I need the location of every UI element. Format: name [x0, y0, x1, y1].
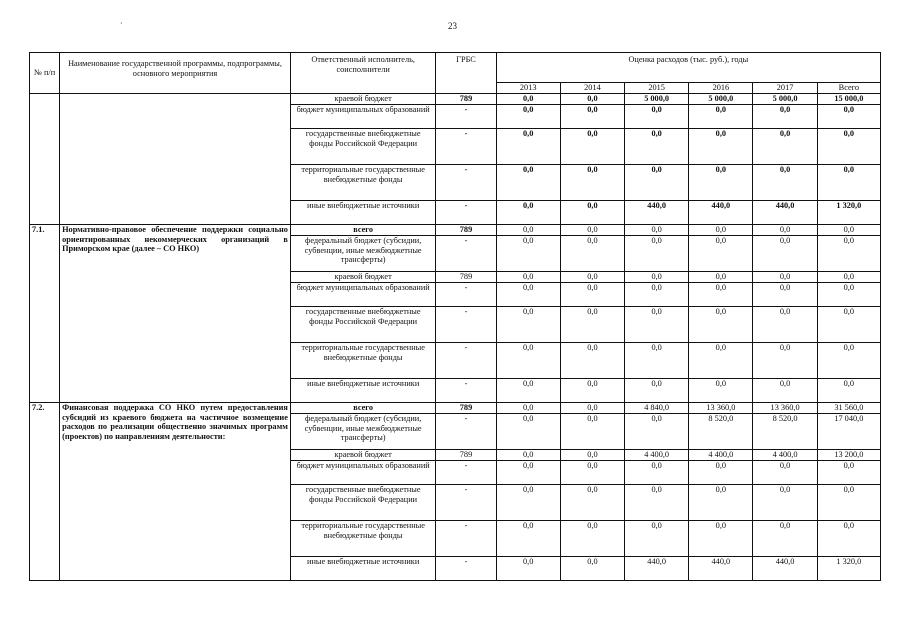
value-total: 0,0	[817, 521, 880, 557]
value-cell: 0,0	[496, 94, 560, 105]
program-name: Нормативно-правовое обеспечение поддержки социально ориентированных некоммерческих организаций в Приморском крае (далее – СО НКО)	[60, 225, 291, 403]
value-cell: 0,0	[496, 129, 560, 165]
value-cell: 0,0	[496, 557, 560, 581]
expenditure-table	[29, 52, 881, 581]
value-cell: 0,0	[560, 343, 624, 379]
header-grbs: ГРБС	[436, 53, 496, 94]
value-cell: 0,0	[560, 450, 624, 461]
grbs-code: 789	[436, 272, 496, 283]
value-cell: 0,0	[560, 379, 624, 403]
grbs-code: -	[436, 379, 496, 403]
grbs-code: -	[436, 343, 496, 379]
value-cell: 5 000,0	[753, 94, 817, 105]
value-cell: 0,0	[625, 129, 689, 165]
grbs-code: -	[436, 485, 496, 521]
value-cell: 0,0	[689, 379, 753, 403]
value-cell: 440,0	[689, 201, 753, 225]
value-cell: 0,0	[753, 307, 817, 343]
header-executor: Ответственный исполнитель, соисполнители	[290, 53, 436, 94]
value-cell: 0,0	[625, 236, 689, 272]
header-year: 2016	[689, 83, 753, 94]
value-cell: 0,0	[753, 485, 817, 521]
value-cell: 0,0	[496, 403, 560, 414]
value-cell: 0,0	[560, 165, 624, 201]
value-cell: 0,0	[560, 94, 624, 105]
grbs-code: 789	[436, 225, 496, 236]
row-number	[30, 94, 60, 225]
value-cell: 440,0	[625, 201, 689, 225]
value-cell: 8 520,0	[753, 414, 817, 450]
value-cell: 0,0	[560, 201, 624, 225]
funding-source: иные внебюджетные источники	[290, 379, 436, 403]
grbs-code: -	[436, 557, 496, 581]
value-cell: 0,0	[753, 379, 817, 403]
grbs-code: 789	[436, 450, 496, 461]
value-cell: 0,0	[753, 165, 817, 201]
value-total: 1 320,0	[817, 201, 880, 225]
value-total: 0,0	[817, 307, 880, 343]
value-cell: 0,0	[560, 414, 624, 450]
grbs-code: -	[436, 129, 496, 165]
value-cell: 0,0	[496, 105, 560, 129]
grbs-code: 789	[436, 403, 496, 414]
value-cell: 0,0	[689, 272, 753, 283]
value-cell: 0,0	[689, 105, 753, 129]
value-cell: 0,0	[753, 236, 817, 272]
grbs-code: -	[436, 307, 496, 343]
value-cell: 0,0	[496, 283, 560, 307]
row-number: 7.1.	[30, 225, 60, 403]
value-cell: 0,0	[625, 165, 689, 201]
funding-source: бюджет муниципальных образований	[290, 105, 436, 129]
value-total: 0,0	[817, 129, 880, 165]
value-total: 0,0	[817, 165, 880, 201]
grbs-code: -	[436, 283, 496, 307]
header-year: 2015	[625, 83, 689, 94]
value-cell: 0,0	[560, 236, 624, 272]
funding-source: краевой бюджет	[290, 272, 436, 283]
grbs-code: -	[436, 201, 496, 225]
grbs-code: -	[436, 521, 496, 557]
funding-source: территориальные государственные внебюджетные фонды	[290, 521, 436, 557]
value-cell: 0,0	[753, 105, 817, 129]
value-total: 0,0	[817, 379, 880, 403]
funding-source: иные внебюджетные источники	[290, 201, 436, 225]
funding-source: государственные внебюджетные фонды Российской Федерации	[290, 307, 436, 343]
funding-source: федеральный бюджет (субсидии, субвенции, иные межбюджетные трансферты)	[290, 236, 436, 272]
grbs-code: -	[436, 461, 496, 485]
value-cell: 440,0	[753, 557, 817, 581]
value-cell: 0,0	[560, 557, 624, 581]
value-cell: 0,0	[560, 461, 624, 485]
value-cell: 0,0	[625, 461, 689, 485]
value-cell: 0,0	[496, 343, 560, 379]
value-cell: 0,0	[496, 165, 560, 201]
value-cell: 0,0	[496, 236, 560, 272]
value-cell: 0,0	[496, 307, 560, 343]
value-cell: 0,0	[689, 521, 753, 557]
grbs-code: -	[436, 414, 496, 450]
value-cell: 0,0	[496, 272, 560, 283]
page-mark: ·	[120, 19, 123, 28]
value-cell: 0,0	[560, 485, 624, 521]
value-cell: 440,0	[753, 201, 817, 225]
value-cell: 0,0	[689, 129, 753, 165]
value-cell: 5 000,0	[689, 94, 753, 105]
value-cell: 0,0	[496, 201, 560, 225]
grbs-code: -	[436, 105, 496, 129]
value-cell: 0,0	[496, 414, 560, 450]
value-cell: 0,0	[560, 283, 624, 307]
header-year: Всего	[817, 83, 880, 94]
row-number: 7.2.	[30, 403, 60, 581]
grbs-code: 789	[436, 94, 496, 105]
table-row	[30, 403, 881, 414]
value-cell: 0,0	[625, 485, 689, 521]
value-total: 1 320,0	[817, 557, 880, 581]
header-num: № п/п	[30, 53, 60, 94]
funding-source: иные внебюджетные источники	[290, 557, 436, 581]
value-cell: 0,0	[560, 225, 624, 236]
funding-source: бюджет муниципальных образований	[290, 461, 436, 485]
value-cell: 0,0	[625, 307, 689, 343]
grbs-code: -	[436, 165, 496, 201]
value-cell: 0,0	[753, 461, 817, 485]
value-cell: 4 400,0	[625, 450, 689, 461]
value-cell: 4 400,0	[689, 450, 753, 461]
value-cell: 0,0	[689, 165, 753, 201]
value-cell: 0,0	[625, 283, 689, 307]
value-cell: 0,0	[753, 283, 817, 307]
funding-source: бюджет муниципальных образований	[290, 283, 436, 307]
header-year: 2017	[753, 83, 817, 94]
value-cell: 0,0	[560, 521, 624, 557]
header-year: 2013	[496, 83, 560, 94]
value-cell: 440,0	[625, 557, 689, 581]
value-total: 17 040,0	[817, 414, 880, 450]
value-cell: 0,0	[753, 343, 817, 379]
grbs-code: -	[436, 236, 496, 272]
value-cell: 0,0	[496, 521, 560, 557]
value-cell: 0,0	[625, 521, 689, 557]
value-cell: 0,0	[496, 225, 560, 236]
value-cell: 0,0	[560, 403, 624, 414]
value-total: 0,0	[817, 236, 880, 272]
funding-source: краевой бюджет	[290, 94, 436, 105]
value-total: 0,0	[817, 225, 880, 236]
value-cell: 0,0	[625, 343, 689, 379]
funding-source: территориальные государственные внебюджетные фонды	[290, 165, 436, 201]
header-estimate: Оценка расходов (тыс. руб.), годы	[496, 53, 880, 83]
value-cell: 0,0	[560, 105, 624, 129]
header-year: 2014	[560, 83, 624, 94]
program-name	[60, 94, 291, 225]
value-cell: 0,0	[689, 307, 753, 343]
value-cell: 0,0	[625, 272, 689, 283]
value-total: 0,0	[817, 272, 880, 283]
value-total: 0,0	[817, 283, 880, 307]
value-cell: 0,0	[625, 225, 689, 236]
value-cell: 0,0	[753, 521, 817, 557]
value-total: 0,0	[817, 105, 880, 129]
value-total: 0,0	[817, 343, 880, 379]
value-cell: 0,0	[689, 283, 753, 307]
value-cell: 0,0	[689, 485, 753, 521]
page-number: 23	[448, 21, 457, 31]
value-total: 0,0	[817, 461, 880, 485]
value-cell: 0,0	[496, 379, 560, 403]
value-total: 0,0	[817, 485, 880, 521]
value-cell: 0,0	[753, 225, 817, 236]
funding-source: государственные внебюджетные фонды Российской Федерации	[290, 129, 436, 165]
value-cell: 5 000,0	[625, 94, 689, 105]
header-name: Наименование государственной программы, подпрограммы, основного мероприятия	[60, 53, 291, 94]
value-cell: 8 520,0	[689, 414, 753, 450]
value-total: 13 200,0	[817, 450, 880, 461]
funding-source: всего	[290, 403, 436, 414]
value-cell: 0,0	[625, 414, 689, 450]
value-cell: 13 360,0	[753, 403, 817, 414]
value-cell: 0,0	[560, 307, 624, 343]
value-cell: 0,0	[560, 272, 624, 283]
value-cell: 0,0	[689, 343, 753, 379]
value-cell: 0,0	[496, 450, 560, 461]
table-row	[30, 94, 881, 105]
value-cell: 13 360,0	[689, 403, 753, 414]
value-cell: 0,0	[689, 236, 753, 272]
funding-source: краевой бюджет	[290, 450, 436, 461]
value-cell: 440,0	[689, 557, 753, 581]
value-cell: 0,0	[753, 129, 817, 165]
value-cell: 4 400,0	[753, 450, 817, 461]
funding-source: территориальные государственные внебюджетные фонды	[290, 343, 436, 379]
funding-source: федеральный бюджет (субсидии, субвенции, иные межбюджетные трансферты)	[290, 414, 436, 450]
value-cell: 0,0	[625, 105, 689, 129]
value-cell: 0,0	[689, 225, 753, 236]
program-name: Финансовая поддержка СО НКО путем предоставления субсидий из краевого бюджета на частичное возмещение расходов по реализации общественно значимых программ (проектов) по направлениям деятельности:	[60, 403, 291, 581]
value-cell: 0,0	[496, 485, 560, 521]
value-total: 15 000,0	[817, 94, 880, 105]
value-cell: 0,0	[496, 461, 560, 485]
value-cell: 0,0	[689, 461, 753, 485]
funding-source: государственные внебюджетные фонды Российской Федерации	[290, 485, 436, 521]
value-total: 31 560,0	[817, 403, 880, 414]
value-cell: 0,0	[560, 129, 624, 165]
value-cell: 4 840,0	[625, 403, 689, 414]
value-cell: 0,0	[625, 379, 689, 403]
funding-source: всего	[290, 225, 436, 236]
value-cell: 0,0	[753, 272, 817, 283]
table-row	[30, 225, 881, 236]
